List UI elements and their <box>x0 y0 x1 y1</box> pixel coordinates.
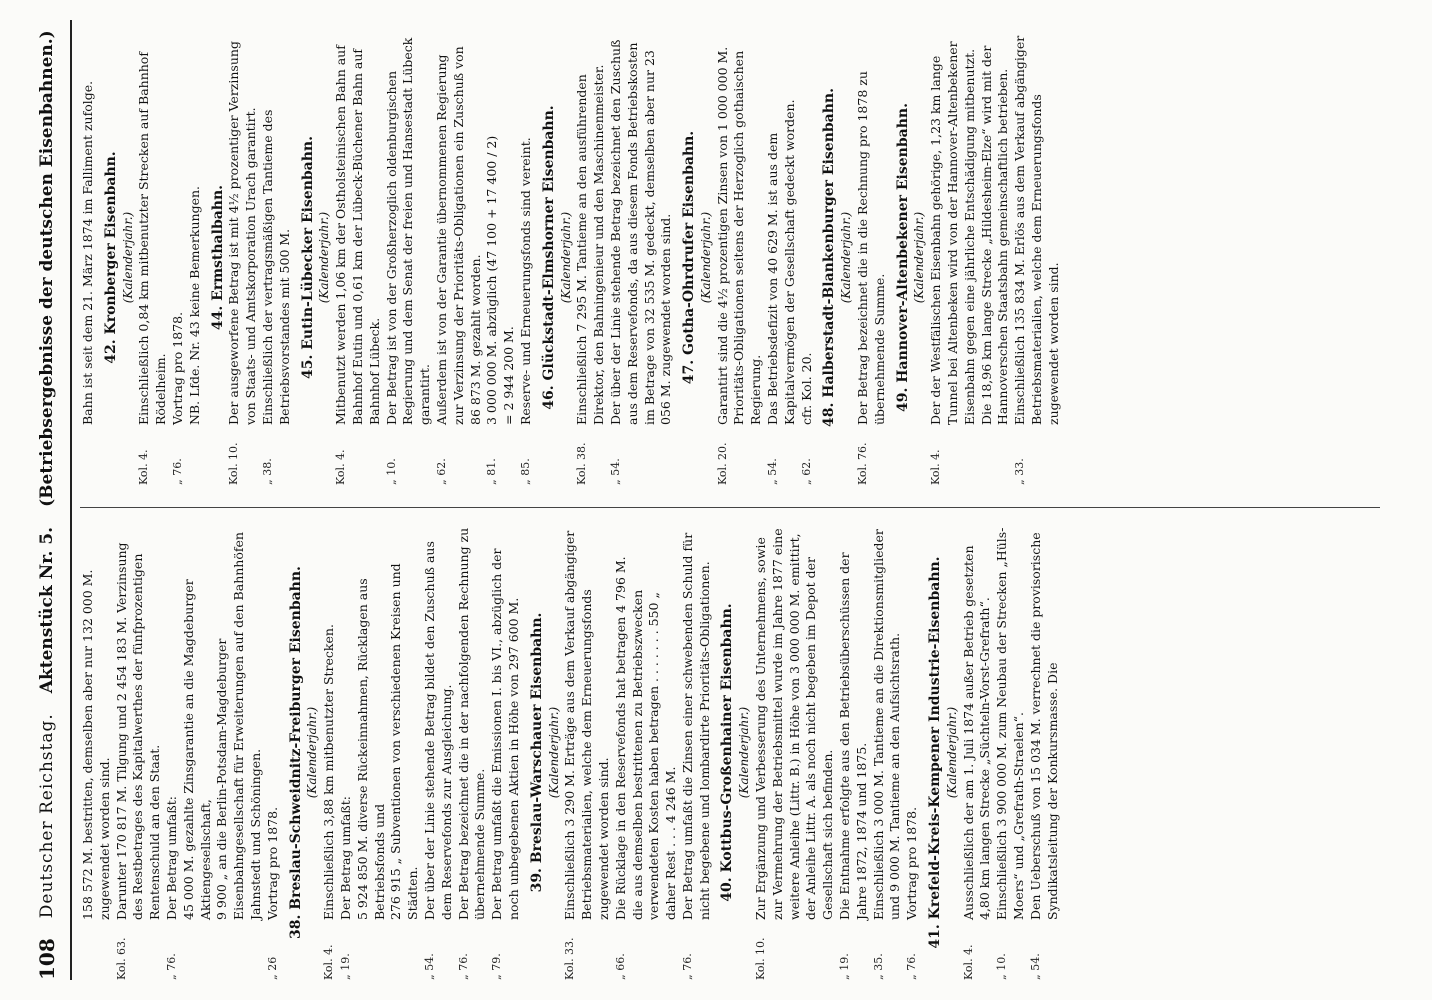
note-entry <box>388 525 422 980</box>
note-entry <box>799 30 816 485</box>
note-text: Der Betrag umfaßt die Emissionen I. bis VI., abzüglich der noch unbegebenen Aktien in Höhe von 297 600 M. <box>489 548 521 920</box>
note-text: Darunter 170 817 M. Tilgung und 2 454 183 M. Verzinsung des Restbetrages des Kapitalwerthes der fünfprozentigen Rentenschuld an den Staat. <box>113 542 163 920</box>
column-reference: Kol. 4. <box>137 449 151 485</box>
column-reference: „ 76. <box>680 953 694 980</box>
section-heading: 49. Hannover-Altenbekener Eisenbahn. <box>894 103 911 412</box>
note-entry <box>1028 525 1062 980</box>
column-reference: Kol. 4. <box>929 449 943 485</box>
note-entry <box>994 525 1028 980</box>
note-entry <box>265 525 282 980</box>
note-entry <box>434 30 484 485</box>
note-entry <box>961 525 995 980</box>
note-entry <box>321 525 338 980</box>
column-reference: Kol. 76. <box>856 442 870 485</box>
section-subheading: (Kalenderjahr.) <box>558 211 573 304</box>
note-text: Vortrag pro 1878. <box>264 806 280 920</box>
column-reference: „ 26 <box>265 956 279 980</box>
note-text: 3 000 000 M. abzüglich (47 100 + 17 400 / 2) <box>484 135 500 425</box>
column-reference: Kol. 20. <box>715 442 729 485</box>
document-section: Aktenstück Nr. 5. <box>37 526 57 694</box>
note-entry <box>422 525 456 980</box>
note-text: 9 900 „ an die Berlin-Potsdam-Magdeburger Eisenbahngesellschaft für Erweiterungen auf den Bahnhöfen Jahnstedt und Schöningen. <box>214 532 263 920</box>
note-text: Garantirt sind die 4½ prozentigen Zinsen von 1 000 000 M. Prioritäts-Obligationen seitens der Herzoglich gothaischen Regierung. <box>714 46 764 425</box>
note-text: 158 572 M. bestritten, demselben aber nur 132 000 M. zugewendet worden sind. <box>80 569 112 920</box>
note-text: daher Rest . . . 4 246 M. <box>663 766 679 920</box>
column-reference: Kol. 10. <box>227 442 241 485</box>
column-reference: Kol. 4. <box>334 449 348 485</box>
running-head: (Betriebsergebnisse der deutschen Eisenbahnen.) <box>37 30 57 507</box>
note-entry <box>187 30 204 485</box>
note-entry <box>484 30 501 485</box>
section-heading: 44. Ermsthalbahn. <box>209 184 226 331</box>
column-reference: „ 54. <box>422 953 436 980</box>
note-entry <box>753 525 837 980</box>
column-reference: „ 76. <box>164 953 178 980</box>
note-text: Einschließlich 0,84 km mitbenutzter Strecken auf Bahnhof Rödelheim. <box>136 52 169 425</box>
note-text: Der Betrag ist von der Großherzoglich oldenburgischen Regierung und dem Senat der freien und Hansestadt Lübeck garantirt. <box>383 37 433 425</box>
note-entry <box>904 525 921 980</box>
note-text: Einschließlich 3 290 M. Erträge aus dem Verkauf abgängiger Betriebsmaterialien, welche dem Erneuerungsfonds zugewendet worden sind. <box>562 530 611 920</box>
note-text: Einschließlich 3,88 km mitbenutzter Strecken. <box>321 624 337 920</box>
column-reference: „ 76. <box>456 953 470 980</box>
note-entry <box>979 30 1013 485</box>
note-entry <box>170 30 187 485</box>
digitization-credit <box>1408 0 1426 1000</box>
note-entry <box>765 30 799 485</box>
note-entry <box>680 525 714 980</box>
note-entry <box>837 525 871 980</box>
note-entry <box>384 30 434 485</box>
section-heading: 45. Eutin-Lübecker Eisenbahn. <box>299 136 316 380</box>
note-text: Der Betrag umfaßt: <box>337 796 353 920</box>
section-heading: 46. Glückstadt-Elmshorner Eisenbahn. <box>540 105 557 410</box>
note-entry <box>871 525 905 980</box>
note-entry <box>663 525 680 980</box>
note-text: = 2 944 200 M. <box>501 326 517 425</box>
section-heading: 47. Gotha-Ohrdrufer Eisenbahn. <box>681 130 698 385</box>
section-subheading: (Kalenderjahr.) <box>944 706 959 799</box>
note-text: Der Betrag bezeichnet die in der nachfolgenden Rechnung zu übernehmende Summe. <box>455 527 488 920</box>
note-text: Einschließlich 135 834 M. Erlös aus dem Verkauf abgängiger Betriebsmaterialien, welche dem Erneuerungsfonds zugewendet worden sind. <box>1012 35 1061 425</box>
header-rule <box>70 20 72 980</box>
column-reference: „ 76. <box>905 953 919 980</box>
section-heading: 41. Krefeld-Kreis-Kempener Industrie-Eisenbahn. <box>927 556 944 949</box>
note-text: Das Betriebsdefizit von 40 629 M. ist aus dem Kapitalvermögen der Gesellschaft gedeckt worden. <box>765 99 797 425</box>
section-subheading: (Kalenderjahr.) <box>317 211 332 304</box>
section-heading: 40. Kottbus-Großenhainer Eisenbahn. <box>719 603 736 902</box>
column-reference: „ 62. <box>434 458 448 485</box>
note-text: 5 924 850 M. diverse Rückeinnahmen, Rücklagen aus Betriebsfonds und <box>354 578 387 920</box>
note-entry <box>80 30 97 485</box>
note-text: die aus demselben bestrittenen zu Betriebszwecken verwendeten Kosten haben betragen . . . . . . . 550 „ <box>629 589 662 920</box>
left-column <box>80 525 1380 980</box>
note-entry <box>260 30 294 485</box>
column-reference: „ 76. <box>170 458 184 485</box>
note-entry <box>214 525 264 980</box>
note-text: Der Betrag umfaßt die Zinsen einer schwebenden Schuld für nicht begebene und lombardirte Prioritäts-Obligationen. <box>679 532 712 920</box>
section-subheading: (Kalenderjahr.) <box>698 211 713 304</box>
column-reference: Kol. 4. <box>961 944 975 980</box>
publication-title: Deutscher Reichstag. <box>37 713 57 919</box>
note-text: Einschließlich der vertragsmäßigen Tantieme des Betriebsvorstandes mit 500 M. <box>259 109 292 425</box>
column-reference: „ 54. <box>608 458 622 485</box>
note-text: Mitbenutzt werden 1,06 km der Ostholsteinischen Bahn auf Bahnhof Eutin und 0,61 km der Lübeck-Büchener Bahn auf Bahnhof Lübeck. <box>333 45 382 425</box>
column-reference: „ 62. <box>799 458 813 485</box>
section-heading: 42. Kronberger Eisenbahn. <box>102 151 119 364</box>
section-subheading: (Kalenderjahr.) <box>120 211 135 304</box>
note-text: Bahn ist seit dem 21. März 1874 im Falliment zufolge. <box>80 80 95 425</box>
page-header <box>30 30 64 980</box>
note-text: Ausschließlich der am 1. Juli 1874 außer Betrieb gesetzten 4,80 km langen Strecke „Süchteln-Vorst-Grefrath“. <box>960 545 993 920</box>
note-entry <box>928 30 978 485</box>
note-text: 276 915 „ Subventionen von verschiedenen Kreisen und Städten. <box>388 563 421 920</box>
note-text: Zur Ergänzung und Verbesserung des Unternehmens, sowie zur Vermehrung der Betriebsmittel wurde im Jahre 1877 eine weitere Anleihe (Littr. B.) in Höhe von 3 000 000 M. emittirt, der Anleihe Littr. A. als noch nicht begeben im Depot der Gesellschaft sich befinden. <box>753 528 836 920</box>
note-entry <box>456 525 490 980</box>
note-text: NB. Lfde. Nr. 43 keine Bemerkungen. <box>186 185 202 425</box>
note-text: Der über der Linie stehende Betrag bildet den Zuschuß aus dem Reservefonds zur Ausgleichung. <box>421 541 454 920</box>
note-entry <box>164 525 181 980</box>
section-subheading: (Kalenderjahr.) <box>546 706 561 799</box>
column-divider <box>80 507 1380 508</box>
note-entry <box>489 525 523 980</box>
note-text: Der über der Linie stehende Betrag bezeichnet den Zuschuß aus dem Reservefonds, da aus diesem Fonds Betriebskosten im Betrage von 32 535 M. gedeckt, demselben aber nur 23 056 M. zugewendet worden sind. <box>607 39 674 425</box>
column-reference: „ 10. <box>995 953 1009 980</box>
column-reference: Kol. 38. <box>575 442 589 485</box>
note-text: Einschließlich 3 000 M. Tantieme an die Direktionsmitglieder und 9 000 M. Tantieme an den Aufsichtsrath. <box>870 529 903 920</box>
note-text: Der der Westfälischen Eisenbahn gehörige, 1,23 km lange Tunnel bei Altenbeken wird von der Hannover-Altenbekener Eisenbahn gegen eine jährliche Entschädigung mitbenutzt. <box>928 41 977 425</box>
note-text: Einschließlich 7 295 M. Tantieme an den ausführenden Direktor, den Bahningenieur und den Maschinenmeister. <box>574 64 607 425</box>
column-reference: „ 19. <box>338 953 352 980</box>
column-reference: „ 54. <box>1028 953 1042 980</box>
note-entry <box>562 525 612 980</box>
column-reference: „ 85. <box>518 458 532 485</box>
note-entry <box>181 525 215 980</box>
note-entry <box>630 525 664 980</box>
note-entry <box>226 30 260 485</box>
section-heading: 48. Halberstadt-Blankenburger Eisenbahn. <box>821 88 838 427</box>
section-subheading: (Kalenderjahr.) <box>305 706 320 799</box>
section-subheading: (Kalenderjahr.) <box>912 211 927 304</box>
section-subheading: (Kalenderjahr.) <box>737 706 752 799</box>
note-text: Reserve- und Erneuerungsfonds sind vereint. <box>517 137 533 425</box>
note-entry <box>338 525 355 980</box>
column-reference: „ 79. <box>490 953 504 980</box>
note-text: Vortrag pro 1878. <box>904 806 920 920</box>
note-entry <box>333 30 383 485</box>
column-reference: Kol. 4. <box>322 944 336 980</box>
section-heading: 38. Breslau-Schweidnitz-Freiburger Eisenbahn. <box>287 566 304 939</box>
note-entry <box>855 30 889 485</box>
section-heading: 39. Breslau-Warschauer Eisenbahn. <box>528 612 545 893</box>
column-reference: Kol. 10. <box>754 937 768 980</box>
note-entry <box>1012 30 1062 485</box>
note-entry <box>613 525 630 980</box>
column-reference: „ 38. <box>260 458 274 485</box>
column-reference: Kol. 63. <box>114 937 128 980</box>
note-entry <box>518 30 535 485</box>
note-text: Die 18,96 km lange Strecke „Hildesheim-Elze“ wird mit der Hannoverschen Staatsbahn gemeinschaftlich betrieben. <box>978 45 1011 425</box>
section-subheading: (Kalenderjahr.) <box>839 211 854 304</box>
note-text: Der Betrag bezeichnet die in die Rechnung pro 1878 zu übernehmende Summe. <box>855 71 887 425</box>
note-text: Vortrag pro 1878. <box>169 311 185 425</box>
note-entry <box>715 30 765 485</box>
right-column <box>80 30 1380 485</box>
column-reference: „ 19. <box>838 953 852 980</box>
note-text: 45 000 M. gezahlte Zinsgarantie an die Magdeburger Aktiengesellschaft, <box>180 579 213 920</box>
column-reference: „ 66. <box>613 953 627 980</box>
note-text: Der Betrag umfaßt: <box>163 796 179 920</box>
note-text: Außerdem ist von der Garantie übernommenen Regierung zur Verzinsung der Prioritäts-Obligationen ein Zuschuß von 86 873 M. gezahlt worden. <box>433 46 483 425</box>
note-text: Einschließlich 3 900 000 M. zum Neubau der Strecken „Hüls-Moers“ und „Grefrath-Straelen“. <box>994 527 1027 920</box>
note-entry <box>501 30 518 485</box>
note-text: Den Ueberschuß von 15 034 M. verrechnet die provisorische Syndikatsleitung der Konkursmasse. Die <box>1027 532 1060 920</box>
note-entry <box>608 30 675 485</box>
column-reference: „ 54. <box>766 458 780 485</box>
note-entry <box>355 525 389 980</box>
note-text: Die Entnahme erfolgte aus den Betriebsüberschüssen der Jahre 1872, 1874 und 1875. <box>837 552 869 920</box>
note-entry <box>136 30 170 485</box>
column-reference: „ 10. <box>384 458 398 485</box>
column-reference: „ 81. <box>485 458 499 485</box>
column-reference: „ 35. <box>871 953 885 980</box>
column-reference: „ 33. <box>1013 458 1027 485</box>
note-text: Die Rücklage in den Reservefonds hat betragen 4 796 M. <box>612 556 628 920</box>
note-entry <box>114 525 164 980</box>
column-reference: Kol. 33. <box>563 937 577 980</box>
page-number: 108 <box>35 938 59 980</box>
note-text: cfr. Kol. 20. <box>798 352 814 425</box>
note-entry <box>80 525 114 980</box>
note-text: Der ausgeworfene Betrag ist mit 4½ prozentiger Verzinsung von Staats- und Amtskorporation Urach garantirt. <box>226 41 259 425</box>
note-entry <box>574 30 608 485</box>
